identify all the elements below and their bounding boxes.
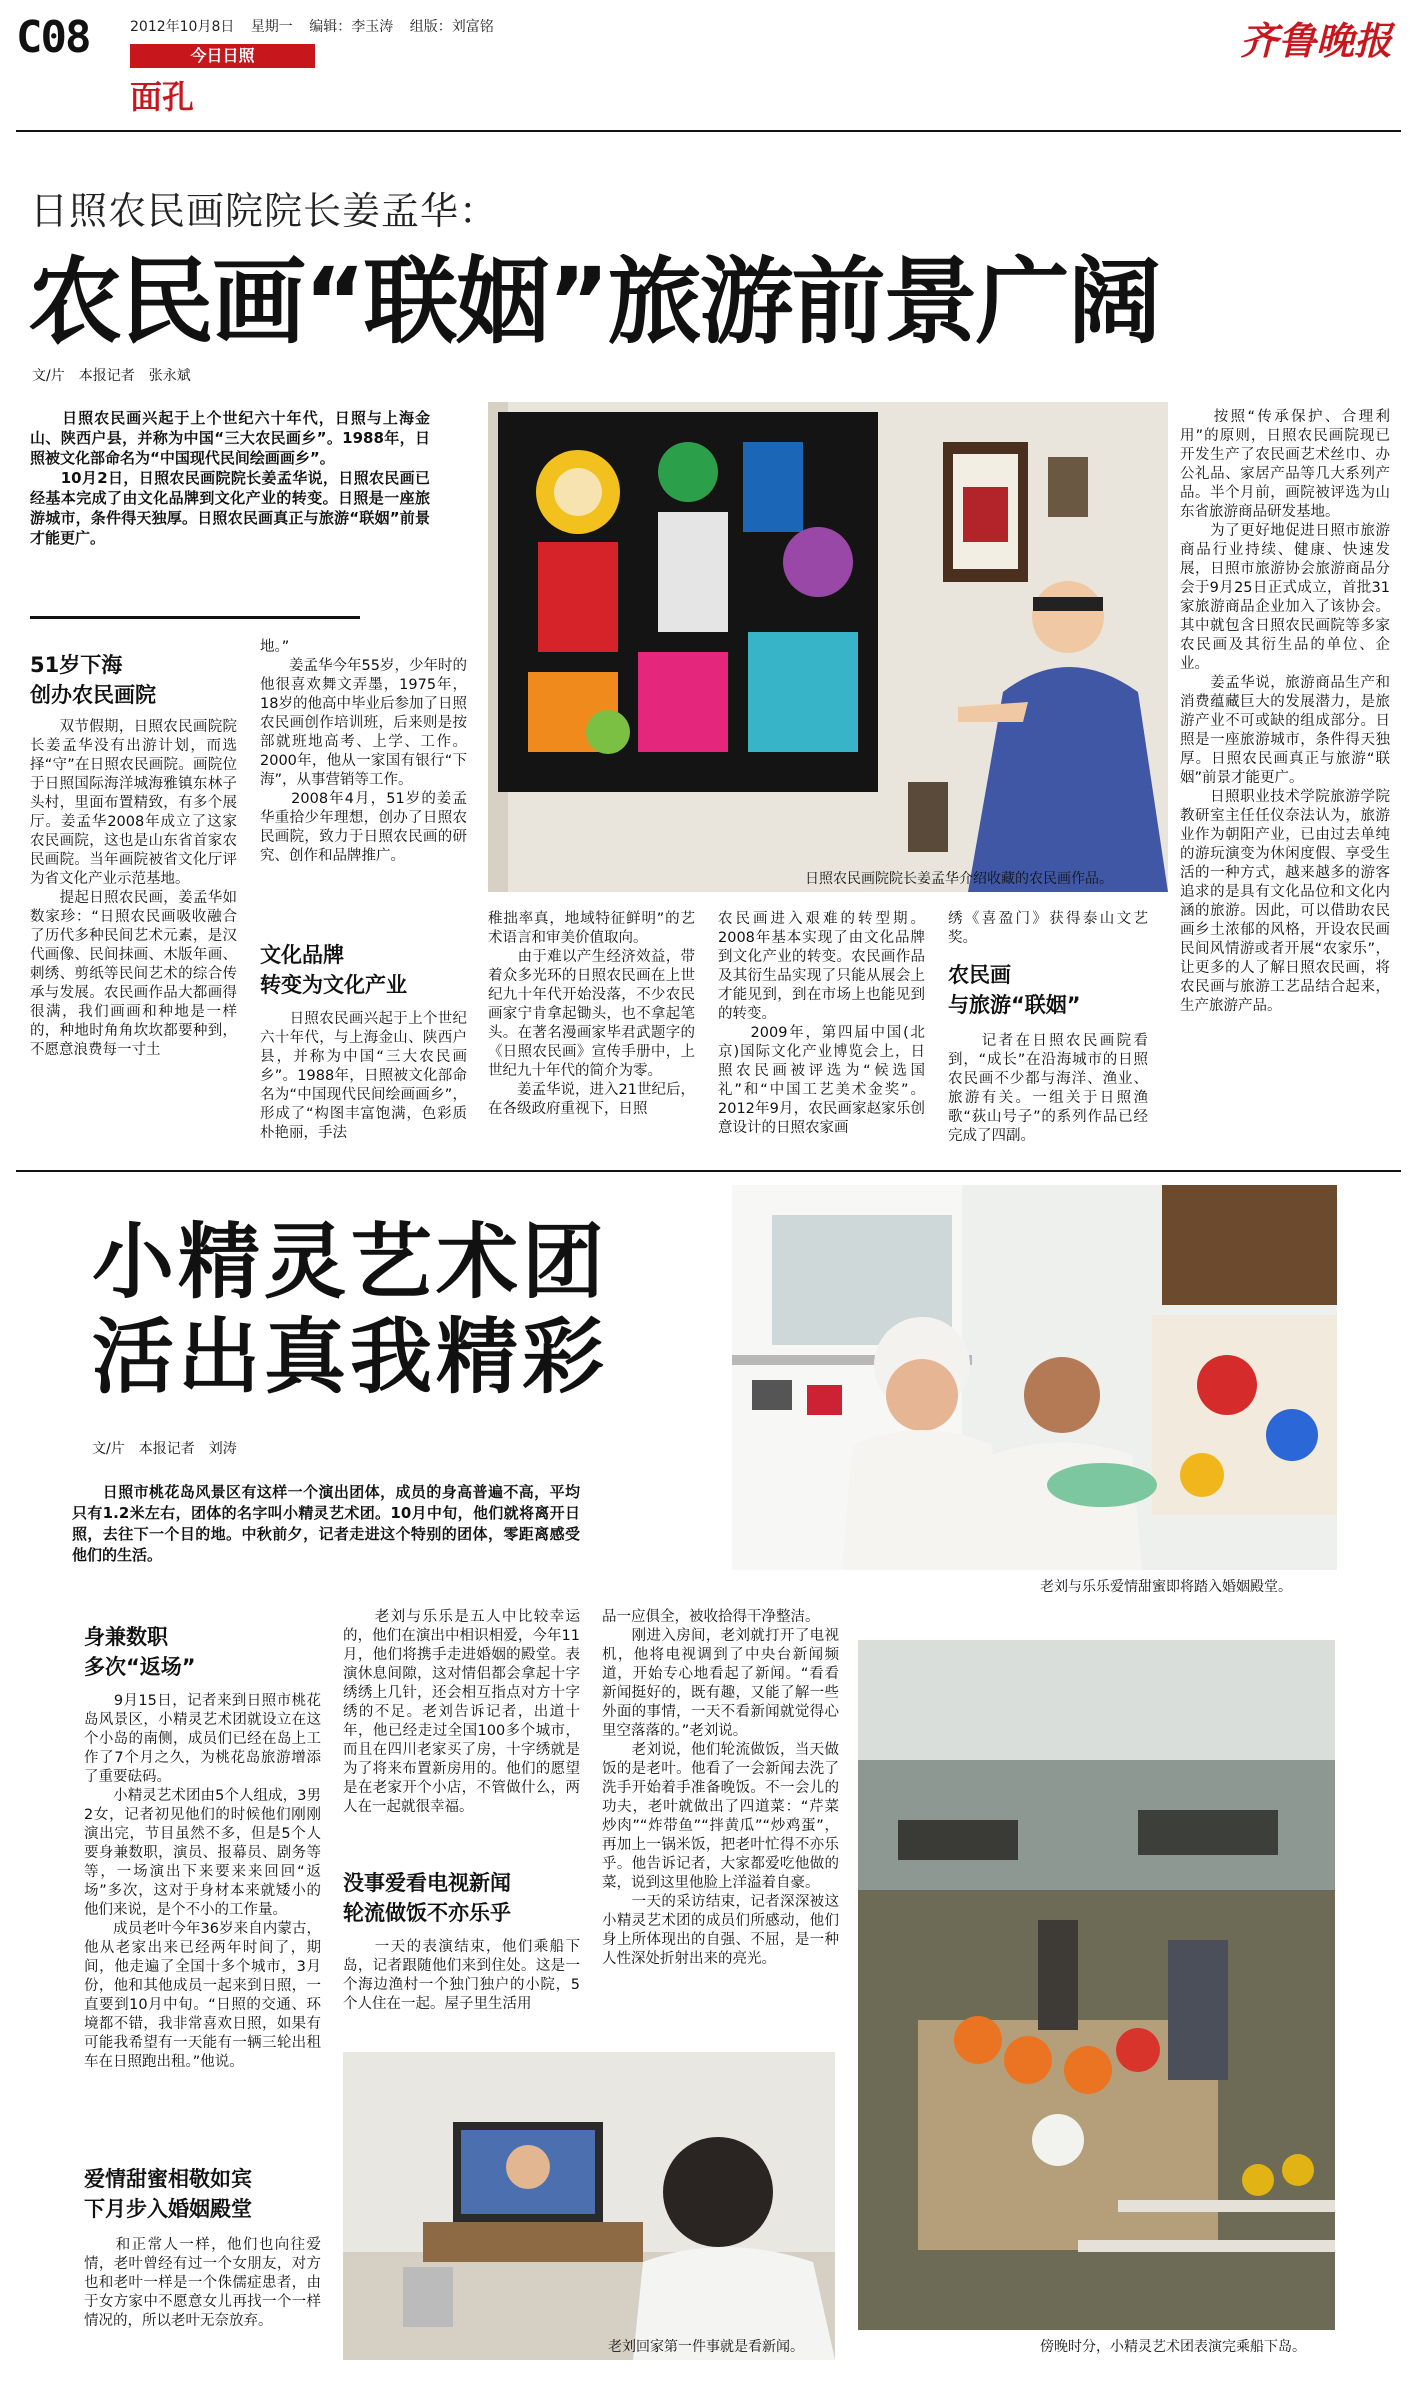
section-name: 面孔 bbox=[130, 78, 195, 116]
article1-byline: 文/片 本报记者 张永斌 bbox=[32, 368, 191, 384]
article1-column-3: 稚拙率真，地域特征鲜明”的艺术语言和审美价值取向。 由于难以产生经济效益，带着众多光环的日照农民画在上世纪九十年代开始没落，不少农民画家宁肯拿起锄头，也不拿起笔头。在著名漫画家毕君武题字的《日照农民画》宣传手册中，上世纪九十年代的简介为零。 姜孟华说，进入21世纪后，在各级政府重视下，日照 bbox=[488, 911, 695, 1117]
article1-subhead-3: 农民画 与旅游“联姻” bbox=[948, 963, 1081, 1017]
artist-photo-caption: 日照农民画院院长姜孟华介绍收藏的农民画作品。 bbox=[805, 871, 1113, 887]
artist-painting-illustration bbox=[488, 402, 1168, 892]
article2-subhead-3: 没事爱看电视新闻 轮流做饭不亦乐乎 bbox=[343, 1871, 511, 1925]
article2-byline: 文/片 本报记者 刘涛 bbox=[92, 1441, 237, 1457]
article1-column-5: 绣《喜盈门》获得泰山文艺奖。 bbox=[948, 911, 1148, 946]
article1-column-1: 双节假期，日照农民画院院长姜孟华没有出游计划，而选择“守”在日照农民画院。画院位于日照国际海洋城海雅镇东林子头村，里面布置精致，有多个展厅。姜孟华2008年成立了这家农民画院，这也是山东省首家农民画院。当年画院被省文化厅评为省文化产业示范基地。 提起日照农民画，姜孟华如数家珍：“日照农民画吸收融合了历代多种民间艺术元素，是汉代画像、民间抹画、木版年画、刺绣、剪纸等民间艺术的综合传承与发展。农民画作品大都画得很满，我们画画和种地是一样的，种地时角角坎坎都要种到，不愿意浪费每一寸土 bbox=[30, 719, 237, 1058]
article1-headline: 农民画“联姻”旅游前景广阔 bbox=[28, 248, 1160, 357]
issue-date: 2012年10月8日 bbox=[130, 19, 235, 35]
article1-column-2b: 日照农民画兴起于上个世纪六十年代，与上海金山、陕西户县，并称为中国“三大农民画乡”。1988年，日照被文化部命名为“中国现代民间绘画画乡”，形成了“构图丰富饱满，色彩质朴艳丽，手法 bbox=[260, 1011, 467, 1141]
couple-embroidery-photo bbox=[732, 1185, 1337, 1570]
article2-column-1: 9月15日，记者来到日照市桃花岛风景区，小精灵艺术团就设立在这个小岛的南侧，成员们已经在岛上工作了7个月之久，为桃花岛旅游增添了重要砝码。 小精灵艺术团由5个人组成，3男2女，记者初见他们的时候他们刚刚演出完，节目虽然不多，但是5个人要身兼数职，演员、报幕员、剧务等等，一场演出下来要来来回回“返场”多次，这对于身材本来就矮小的他们来说，是个不小的工作量。 成员老叶今年36岁来自内蒙古，他从老家出来已经两年时间了，期间，他走遍了全国十多个城市，3月份，他和其他成员一起来到日照，一直要到10月中旬。“日照的交通、环境都不错，我非常喜欢日照，如果有可能我希望有一天能有一辆三轮出租车在日照跑出租。”他说。 bbox=[84, 1693, 321, 2070]
article2-subhead-1: 身兼数职 多次“返场” bbox=[84, 1625, 196, 1679]
editor-credit: 编辑：李玉涛 bbox=[309, 19, 394, 35]
article1-column-2a: 地。” 姜孟华今年55岁，少年时的他很喜欢舞文弄墨，1975年，18岁的他高中毕业后参加了日照农民画创作培训班，后来则是按部就班地高考、上学、工作。2000年，他从一家国有银行“下海”，从事营销等工作。 2008年4月，51岁的姜孟华重拾少年理想，创办了日照农民画院，致力于日照农民画的研究、创作和品牌推广。 bbox=[260, 639, 467, 864]
boat-disembark-photo bbox=[858, 1640, 1335, 2330]
article1-kicker: 日照农民画院院长姜孟华： bbox=[30, 189, 499, 233]
article2-column-3: 品一应俱全，被收拾得干净整洁。 刚进入房间，老刘就打开了电视机，他将电视调到了中央台新闻频道，开始专心地看起了新闻。“看看新闻挺好的，既有趣，又能了解一些外面的事情，一天不看新闻就觉得心里空落落的。”老刘说。 老刘说，他们轮流做饭，当天做饭的是老叶。他看了一会新闻去洗了洗手开始着手准备晚饭。不一会儿的功夫，老叶就做出了四道菜：“芹菜炒肉”“炸带鱼”“拌黄瓜”“炒鸡蛋”，再加上一锅米饭，把老叶忙得不亦乐乎。他告诉记者，大家都爱吃他做的菜，说到这里他脸上洋溢着自豪。 一天的采访结束，记者深深被这小精灵艺术团的成员们所感动，他们身上所体现出的自强、不屈，是一种人性深处折射出来的亮光。 bbox=[602, 1609, 839, 1967]
article2-column-2b: 一天的表演结束，他们乘船下岛，记者跟随他们来到住处。这是一个海边渔村一个独门独户的小院，5个人住在一起。屋子里生活用 bbox=[343, 1939, 580, 2012]
boat-illustration bbox=[858, 1640, 1335, 2330]
issue-weekday: 星期一 bbox=[250, 19, 293, 35]
header-rule bbox=[16, 130, 1401, 132]
article2-lead: 日照市桃花岛风景区有这样一个演出团体，成员的身高普遍不高，平均只有1.2米左右，团体的名字叫小精灵艺术团。10月中旬，他们就将离开日照，去往下一个目的地。中秋前夕，记者走进这个特别的团体，零距离感受他们的生活。 bbox=[72, 1483, 580, 1564]
page-header bbox=[0, 0, 1417, 125]
section-tag: 今日日照 bbox=[130, 44, 315, 68]
article1-subhead-1: 51岁下海 创办农民画院 bbox=[30, 653, 156, 707]
masthead-logo: 齐鲁晚报 bbox=[1240, 18, 1393, 63]
page-code: C08 bbox=[16, 12, 90, 63]
article1-column-4: 农民画进入艰难的转型期。2008年基本实现了由文化品牌到文化产业的转变。农民画作品及其衍生品实现了只能从展会上才能见到，到在市场上也能见到的转变。 2009年，第四届中国(北京)国际文化产业博览会上，日照农民画被评选为“候选国礼”和“中国工艺美术金奖”。2012年9月，农民画家赵家乐创意设计的日照农家画 bbox=[718, 911, 925, 1136]
artist-painting-photo bbox=[488, 402, 1168, 892]
watching-tv-photo bbox=[343, 2052, 835, 2360]
article2-column-2: 老刘与乐乐是五人中比较幸运的，他们在演出中相识相爱，今年11月，他们将携手走进婚姻的殿堂。表演休息间隙，这对情侣都会拿起十字绣绣上几针，还会相互指点对方十字绣的不足。老刘告诉记者，出道十年，他已经走过全国100多个城市，而且在四川老家买了房，十字绣就是为了将来布置新房用的。他们的愿望是在老家开个小店，不管做什么，两人在一起就很幸福。 bbox=[343, 1609, 580, 1815]
article1-lead: 日照农民画兴起于上个世纪六十年代，日照与上海金山、陕西户县，并称为中国“三大农民画乡”。1988年，日照被文化部命名为“中国现代民间绘画画乡”。 10月2日，日照农民画院院长姜孟华说，日照农民画已经基本完成了由文化品牌到文化产业的转变。日照是一座旅游城市，条件得天独厚。日照农民画真正与旅游“联姻”前景才能更广。 bbox=[30, 409, 430, 547]
article1-subhead-2: 文化品牌 转变为文化产业 bbox=[260, 943, 407, 997]
section-divider bbox=[16, 1170, 1401, 1172]
couple-illustration bbox=[732, 1185, 1337, 1570]
article2-subhead-2: 爱情甜蜜相敬如宾 下月步入婚姻殿堂 bbox=[84, 2167, 252, 2221]
couple-photo-caption: 老刘与乐乐爱情甜蜜即将踏入婚姻殿堂。 bbox=[1040, 1579, 1292, 1595]
article1-column-5b: 记者在日照农民画院看到，“成长”在沿海城市的日照农民画不少都与海洋、渔业、旅游有关。一组关于日照渔歌“荻山号子”的系列作品已经完成了四副。 bbox=[948, 1033, 1148, 1144]
article2-headline-line1: 小精灵艺术团 bbox=[92, 1215, 609, 1310]
tv-illustration bbox=[343, 2052, 835, 2360]
article2-headline-line2: 活出真我精彩 bbox=[92, 1310, 609, 1405]
header-date-line bbox=[130, 16, 494, 36]
lead-rule bbox=[30, 616, 360, 619]
boat-photo-caption: 傍晚时分，小精灵艺术团表演完乘船下岛。 bbox=[1040, 2339, 1306, 2355]
tv-photo-caption: 老刘回家第一件事就是看新闻。 bbox=[608, 2339, 804, 2355]
article2-column-1b: 和正常人一样，他们也向往爱情，老叶曾经有过一个女朋友，对方也和老叶一样是一个侏儒症患者，由于女方家中不愿意女儿再找一个一样情况的，所以老叶无奈放弃。 bbox=[84, 2237, 321, 2329]
article1-column-6: 按照“传承保护、合理利用”的原则，日照农民画院现已开发生产了农民画艺术丝巾、办公礼品、家居产品等几大系列产品。半个月前，画院被评选为山东省旅游商品研发基地。 为了更好地促进日照市旅游商品行业持续、健康、快速发展，日照市旅游协会旅游商品分会于9月25日正式成立，首批31家旅游商品企业加入了该协会。其中就包含日照农民画院等多家农民画及其衍生品的单位、企业。 姜孟华说，旅游商品生产和消费蕴藏巨大的发展潜力，是旅游产业不可或缺的组成部分。日照是一座旅游城市，条件得天独厚。日照农民画真正与旅游“联姻”前景才能更广。 日照职业技术学院旅游学院教研室主任任仪奈法认为，旅游业作为朝阳产业，已由过去单纯的游玩演变为休闲度假、享受生活的一种方式，越来越多的游客追求的是具有文化品位和文化内涵的旅游。因此，可以借助农民画乡土浓郁的风格，开设农民画民间风情游或者开展“农家乐”，让更多的人了解日照农民画，将农民画与旅游工艺品结合起来，生产旅游产品。 bbox=[1180, 409, 1390, 1014]
layout-credit: 组版：刘富铭 bbox=[409, 19, 494, 35]
